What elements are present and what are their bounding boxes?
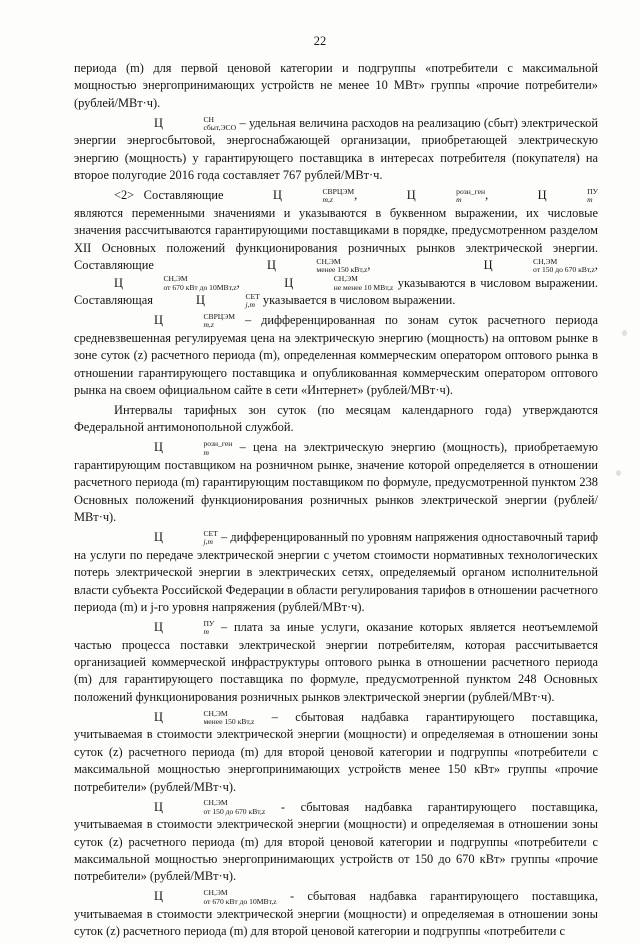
symbol-c-lt150-def: Ц СН,ЭМ менее 150 кВт,z xyxy=(154,708,255,726)
paragraph-670-10: Ц СН,ЭМ от 670 кВт до 10МВт,z - сбытовая надбавка гарантирующего поставщика, учитываемая в стоимости электрической энергии (мощности) и определяемая в отношении зоны суток (z) расчетного периода (m) для второй ценовой категории и подгруппы «потребители с xyxy=(74,888,598,939)
scan-speck xyxy=(616,470,621,476)
symbol-c-ge10: Ц СН,ЭМ не менее 10 МВт,z xyxy=(284,274,394,292)
symbol-c-rozn-gen: Ц розн_ген m xyxy=(406,186,486,205)
symbol-c-lt150: Ц СН,ЭМ менее 150 кВт,z xyxy=(266,256,368,275)
document-body xyxy=(74,60,598,943)
symbol-c-set-inline: Ц СЕТ j,m xyxy=(196,291,260,310)
symbol-c-670-10-def: Ц СН,ЭМ от 670 кВт до 10МВт,z xyxy=(154,888,277,906)
paragraph-set: Ц СЕТ j,m – дифференцированный по уровням напряжения одноставочный тариф на услуги по передаче электрической энергии с учетом стоимости нормативных технологических потерь электрической энергии в электрических сетях, определяемый органом исполнительной власти субъекта Российской Федерации в области регулирования тарифов в отношении расчетного периода (m) и j-го уровня напряжения (рублей/МВт·ч). xyxy=(74,528,598,614)
symbol-c-svrtsem-def: Ц СВРЦЭМ m,z xyxy=(154,312,236,330)
symbol-c-670-10: Ц СН,ЭМ от 670 кВт до 10МВт,z xyxy=(114,274,237,292)
symbol-c-set-def: Ц СЕТ j,m xyxy=(154,528,218,547)
symbol-c-150-670-def: Ц СН,ЭМ от 150 до 670 кВт,z xyxy=(154,798,266,816)
paragraph-150-670: Ц СН,ЭМ от 150 до 670 кВт,z - сбытовая надбавка гарантирующего поставщика, учитываемая в стоимости электрической энергии (мощности) и определяемая в отношении зоны суток (z) расчетного периода (m) для второй ценовой категории и подгруппы «потребители с максимальной мощностью энергопринимающих устройств от 150 до 670 кВт» группы «прочие потребители» (рублей/МВт·ч). xyxy=(74,798,598,884)
paragraph-intervals: Интервалы тарифных зон суток (по месяцам календарного года) утверждаются Федеральной антимонопольной службой. xyxy=(74,403,598,435)
symbol-c-svrtsem: Ц СВРЦЭМ m,z xyxy=(273,186,355,205)
paragraph-pu: Ц ПУ m – плата за иные услуги, оказание которых является неотъемлемой частью процесса поставки электрической энергии потребителям, которая рассчитывается организацией коммерческой инфраструктуры оптового рынка в отношении расчетного периода (m) для гарантирующего поставщика по формуле, предусмотренной пунктом 248 Основных положений функционирования розничных рынков электрической энергии (рублей/МВт·ч). xyxy=(74,618,598,704)
paragraph-sbyt-eso xyxy=(74,115,598,185)
paragraph-svrtsem: Ц СВРЦЭМ m,z – дифференцированная по зонам суток расчетного периода средневзвешенная регулируемая цена на электрическую энергию (мощность) на оптовом рынке в зоне суток (z) расчетного периода (m), определенная коммерческим оператором оптового рынка в отношении гарантирующего поставщика и опубликованная коммерческим оператором оптового рынка на своем официальном сайте в сети «Интернет» (рублей/МВт·ч). xyxy=(74,312,598,398)
paragraph-note-2: <2> Составляющие Ц СВРЦЭМ m,z , Ц розн_ген m , Ц ПУ m являются переменными значениями и указываются в буквенном выражении, их числовые значения рассчитываются гарантирующими поставщиками в порядке, предусмотренном разделом XII Основных положений функционирования розничных рынков электрической энергии. Составляющие Ц СН,ЭМ менее 150 кВт,z , Ц СН,ЭМ от 150 до 670 кВт,z , Ц СН,ЭМ от 670 кВт до 10МВт,z , Ц СН,ЭМ не менее 10 МВт,z указываются в числовом выражении. Составляющая Ц СЕТ j,m указывается в числовом выражении. xyxy=(74,186,598,310)
sbyt-eso-text: – удельная величина расходов на реализацию (сбыт) электрической энергии энергосбытовой, энергоснабжающей организации, приобретающей электрическую энергию (мощность) у гарантирующего поставщика в интересах потребителя (покупателя) на второе полугодие 2016 года составляет 767 рублей/МВт·ч. xyxy=(74,115,598,183)
paragraph-0: периода (m) для первой ценовой категории и подгруппы «потребители с максимальной мощностью энергопринимающих устройств не менее 10 МВт» группы «прочие потребители» (рублей/МВт·ч). xyxy=(74,61,598,110)
symbol-c-rozn-gen-def: Ц розн_ген m xyxy=(154,439,233,457)
symbol-c-sbyt-eso: Ц СН сбыт,ЭСО xyxy=(154,114,237,132)
symbol-c-150-670: Ц СН,ЭМ от 150 до 670 кВт,z xyxy=(483,256,595,275)
scan-speck xyxy=(622,330,627,336)
symbol-c-pu: Ц ПУ m xyxy=(537,186,598,205)
page-number: 22 xyxy=(313,34,327,48)
symbol-c-pu-def: Ц ПУ m xyxy=(154,618,215,637)
paragraph-lt150: Ц СН,ЭМ менее 150 кВт,z – сбытовая надбавка гарантирующего поставщика, учитываемая в стоимости электрической энергии (мощности) и определяемая в отношении зоны суток (z) расчетного периода (m) для второй ценовой категории и подгруппы «потребители с максимальной мощностью энергопринимающих устройств менее 150 кВт» группы «прочие потребители» (рублей/МВт·ч). xyxy=(74,708,598,794)
paragraph-rozn-gen: Ц розн_ген m – цена на электрическую энергию (мощность), приобретаемую гарантирующим поставщиком на розничном рынке, значение которой определяется в отношении расчетного периода (m) гарантирующим поставщиком по формуле, предусмотренной пунктом 238 Основных положений функционирования розничных рынков электрической энергии (рублей/МВт·ч). xyxy=(74,439,598,525)
